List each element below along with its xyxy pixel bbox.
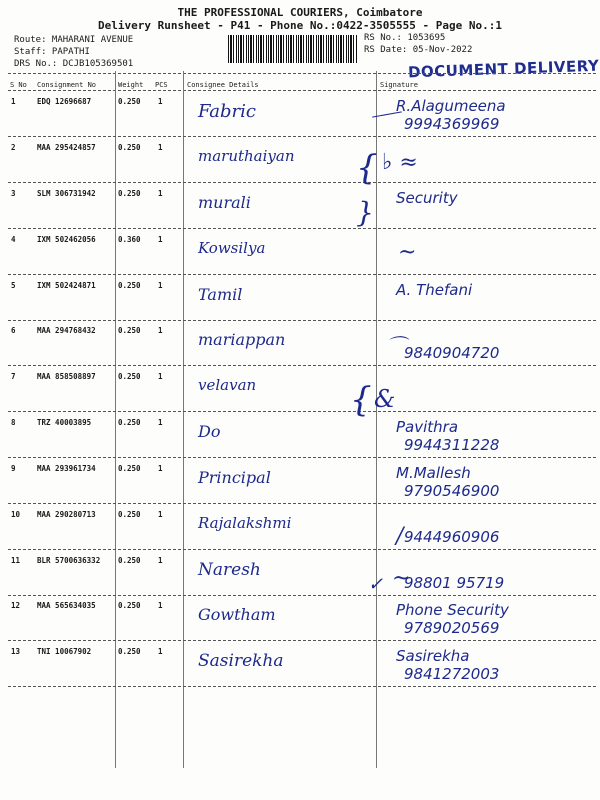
row-weight: 0.250 <box>118 464 141 473</box>
row-consignee-handwritten: velavan <box>198 376 257 394</box>
row-consignee-handwritten: Fabric <box>198 101 256 122</box>
scribble-signature: / <box>396 524 404 549</box>
row-consignee-handwritten: Sasirekha <box>198 651 284 671</box>
row-weight: 0.250 <box>118 601 141 610</box>
row-separator <box>8 136 596 137</box>
row-separator <box>8 686 596 687</box>
row-separator <box>8 274 596 275</box>
row-pcs: 1 <box>158 235 163 244</box>
row-consignment-no: BLR 5700636332 <box>37 556 101 565</box>
row-weight: 0.250 <box>118 418 141 427</box>
row-sno: 6 <box>11 326 16 335</box>
company-title: THE PROFESSIONAL COURIERS, Coimbatore <box>177 6 423 19</box>
row-consignment-no: IXM 502424871 <box>37 281 96 290</box>
table-top-rule <box>8 73 596 74</box>
row-weight: 0.250 <box>118 281 141 290</box>
row-separator <box>8 411 596 412</box>
bracket-mark: { <box>350 380 372 420</box>
drs-number: DRS No.: DCJB105369501 <box>14 59 134 69</box>
col-header-consignment: Consignment No <box>37 81 97 89</box>
tick-mark: ✓ <box>368 574 384 595</box>
row-sno: 10 <box>11 510 21 519</box>
row-pcs: 1 <box>158 143 163 152</box>
row-consignee-handwritten: Tamil <box>198 285 243 304</box>
row-consignee-handwritten: mariappan <box>198 330 286 349</box>
barcode-image <box>228 35 358 63</box>
row-separator <box>8 503 596 504</box>
column-divider <box>183 71 184 768</box>
bracket-mark: } <box>356 196 374 229</box>
row-signature-handwritten: Pavithra <box>396 418 459 436</box>
row-weight: 0.250 <box>118 326 141 335</box>
route-label: Route: MAHARANI AVENUE <box>14 35 134 45</box>
row-separator <box>8 365 596 366</box>
runsheet-title: Delivery Runsheet - P41 - Phone No.:0422-3505555 - Page No.:1 <box>98 19 502 32</box>
bracket-mark: { <box>356 148 378 188</box>
row-consignee-handwritten: Principal <box>198 468 271 487</box>
table-header-rule <box>8 90 596 91</box>
scribble-signature: ~ <box>392 566 411 591</box>
scribble-signature: ♭ ≈ <box>382 150 418 175</box>
row-separator <box>8 320 596 321</box>
row-consignment-no: SLM 306731942 <box>37 189 96 198</box>
rs-date: RS Date: 05-Nov-2022 <box>364 45 473 55</box>
row-pcs: 1 <box>158 556 163 565</box>
row-phone-handwritten: 98801 95719 <box>404 574 505 592</box>
row-pcs: 1 <box>158 647 163 656</box>
row-weight: 0.250 <box>118 189 141 198</box>
row-consignment-no: MAA 858508897 <box>37 372 96 381</box>
row-sno: 3 <box>11 189 16 198</box>
row-sno: 9 <box>11 464 16 473</box>
col-header-consignee: Consignee Details <box>187 81 259 89</box>
row-consignment-no: MAA 290280713 <box>37 510 96 519</box>
row-phone-handwritten: 9840904720 <box>404 344 500 362</box>
row-sno: 4 <box>11 235 16 244</box>
row-consignment-no: EDQ 12696687 <box>37 97 92 106</box>
rs-number: RS No.: 1053695 <box>364 33 446 43</box>
document-delivery-stamp: DOCUMENT DELIVERY <box>407 56 600 82</box>
row-consignment-no: MAA 565634035 <box>37 601 96 610</box>
row-sno: 11 <box>11 556 21 565</box>
row-signature-handwritten: Sasirekha <box>396 647 470 665</box>
row-sno: 7 <box>11 372 16 381</box>
row-sno: 5 <box>11 281 16 290</box>
row-phone-handwritten: 9789020569 <box>404 619 500 637</box>
row-signature-handwritten: A. Thefani <box>396 281 473 299</box>
row-phone-handwritten: 9790546900 <box>404 482 500 500</box>
row-consignment-no: MAA 295424857 <box>37 143 96 152</box>
row-phone-handwritten: 9444960906 <box>404 528 500 546</box>
row-weight: 0.360 <box>118 235 141 244</box>
row-separator <box>8 640 596 641</box>
col-header-weight: Weight <box>118 81 144 89</box>
staff-label: Staff: PAPATHI <box>14 47 90 57</box>
row-sno: 13 <box>11 647 21 656</box>
row-phone-handwritten: 9994369969 <box>404 115 500 133</box>
row-signature-handwritten: Security <box>396 189 458 207</box>
row-weight: 0.250 <box>118 647 141 656</box>
row-weight: 0.250 <box>118 143 141 152</box>
col-header-signature: Signature <box>380 81 418 89</box>
scribble-signature: ⌒ <box>386 334 406 358</box>
row-pcs: 1 <box>158 464 163 473</box>
row-consignment-no: TRZ 40003895 <box>37 418 92 427</box>
row-phone-handwritten: 9841272003 <box>404 665 500 683</box>
row-weight: 0.250 <box>118 372 141 381</box>
row-separator <box>8 457 596 458</box>
row-sno: 8 <box>11 418 16 427</box>
row-pcs: 1 <box>158 601 163 610</box>
row-consignee-handwritten: Do <box>198 422 221 441</box>
row-pcs: 1 <box>158 189 163 198</box>
row-sno: 1 <box>11 97 16 106</box>
row-pcs: 1 <box>158 510 163 519</box>
column-divider <box>115 71 116 768</box>
row-sno: 2 <box>11 143 16 152</box>
row-pcs: 1 <box>158 97 163 106</box>
row-consignee-handwritten: Rajalakshmi <box>198 514 292 532</box>
row-weight: 0.250 <box>118 510 141 519</box>
col-header-pcs: PCS <box>155 81 168 89</box>
row-weight: 0.250 <box>118 556 141 565</box>
row-consignee-handwritten: Naresh <box>198 560 261 580</box>
scribble-signature: ~ <box>398 240 417 265</box>
row-consignment-no: MAA 294768432 <box>37 326 96 335</box>
row-signature-handwritten: R.Alagumeena <box>396 97 506 115</box>
row-pcs: 1 <box>158 418 163 427</box>
row-separator <box>8 595 596 596</box>
row-consignment-no: MAA 293961734 <box>37 464 96 473</box>
row-consignee-handwritten: Gowtham <box>198 605 276 624</box>
scribble-signature: & <box>374 385 396 413</box>
row-separator <box>8 549 596 550</box>
row-sno: 12 <box>11 601 21 610</box>
row-consignee-handwritten: maruthaiyan <box>198 147 295 165</box>
row-consignee-handwritten: Kowsilya <box>198 239 266 257</box>
col-header-sno: S No <box>10 81 27 89</box>
row-pcs: 1 <box>158 281 163 290</box>
row-signature-handwritten: M.Mallesh <box>396 464 471 482</box>
row-consignment-no: TNI 10067902 <box>37 647 92 656</box>
row-weight: 0.250 <box>118 97 141 106</box>
row-separator <box>8 182 596 183</box>
row-consignment-no: IXM 502462056 <box>37 235 96 244</box>
row-pcs: 1 <box>158 326 163 335</box>
row-separator <box>8 228 596 229</box>
row-consignee-handwritten: murali <box>198 193 251 212</box>
row-signature-handwritten: Phone Security <box>396 601 509 619</box>
row-phone-handwritten: 9944311228 <box>404 436 500 454</box>
row-pcs: 1 <box>158 372 163 381</box>
